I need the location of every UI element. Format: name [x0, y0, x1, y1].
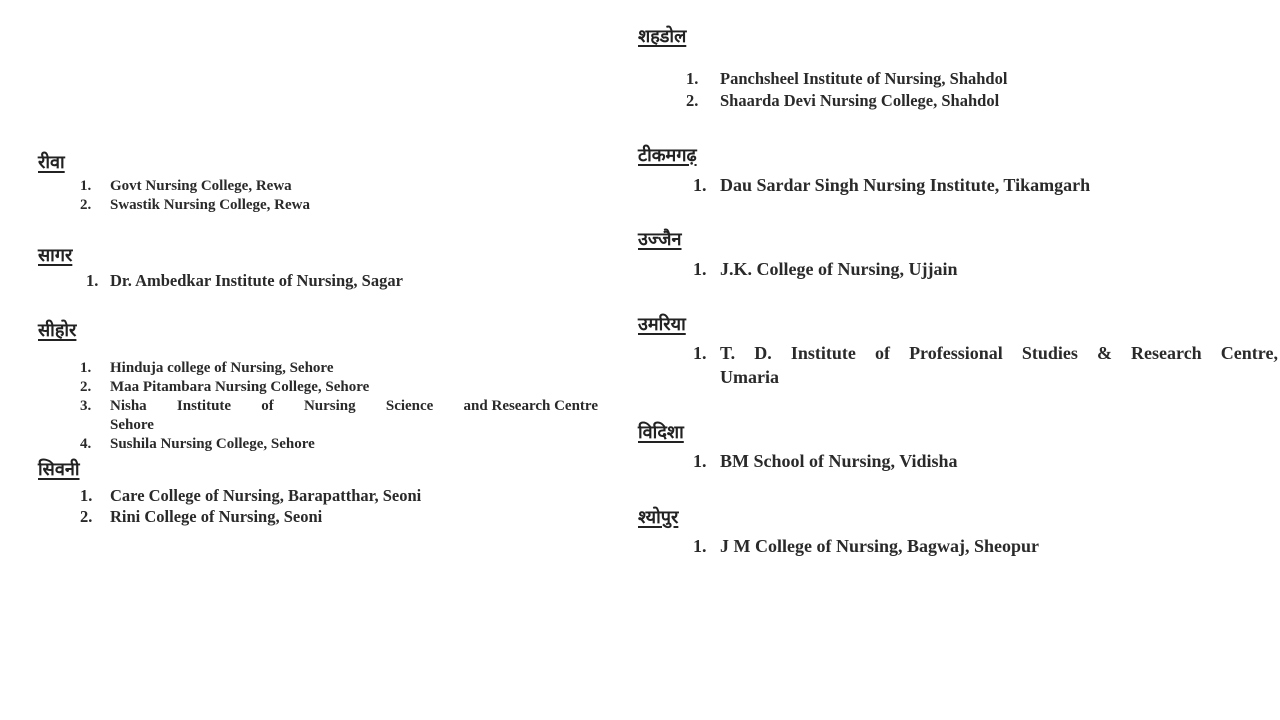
- word: Professional: [909, 343, 1003, 363]
- list-item-justified-line: [720, 343, 1278, 364]
- list-item: J.K. College of Nursing, Ujjain: [720, 259, 958, 279]
- list-number: 1.: [693, 536, 707, 556]
- district-heading-seoni: सिवनी: [38, 459, 80, 480]
- list-number: 2.: [80, 379, 92, 395]
- list-number: 2.: [80, 507, 93, 526]
- word: Centre,: [1220, 343, 1278, 363]
- list-number: 1.: [693, 175, 707, 195]
- list-item: Shaarda Devi Nursing College, Shahdol: [720, 91, 1000, 110]
- word: Nisha: [110, 398, 147, 414]
- list-item: Maa Pitambara Nursing College, Sehore: [110, 379, 370, 395]
- list-item: Rini College of Nursing, Seoni: [110, 507, 323, 526]
- list-item: Swastik Nursing College, Rewa: [110, 197, 311, 213]
- word: Institute: [790, 343, 856, 363]
- district-heading-sheopur: श्योपुर: [638, 507, 679, 528]
- word: Research: [1131, 343, 1202, 363]
- district-heading-ujjain: उज्जैन: [638, 229, 682, 250]
- list-item: J M College of Nursing, Bagwaj, Sheopur: [720, 536, 1039, 556]
- list-item: Dau Sardar Singh Nursing Institute, Tikamgarh: [720, 175, 1091, 195]
- word: Nursing: [303, 398, 356, 414]
- list-number: 1.: [686, 69, 699, 88]
- district-heading-vidisha: विदिशा: [638, 422, 684, 443]
- word: and Research Centre: [463, 398, 598, 414]
- district-heading-tikamgarh: टीकमगढ़: [638, 145, 697, 166]
- word: Institute: [176, 398, 232, 414]
- word: of: [874, 343, 890, 363]
- list-number: 3.: [80, 398, 92, 414]
- district-heading-umaria: उमरिया: [638, 314, 686, 335]
- list-number: 1.: [80, 486, 93, 505]
- list-item: Hinduja college of Nursing, Sehore: [110, 360, 334, 376]
- list-number: 1.: [693, 343, 707, 363]
- word: Studies: [1021, 343, 1078, 363]
- list-item-justified-line: [110, 398, 598, 415]
- list-number: 1.: [693, 259, 707, 279]
- list-number: 2.: [686, 91, 699, 110]
- word: Science: [385, 398, 434, 414]
- list-item: Govt Nursing College, Rewa: [110, 178, 292, 194]
- list-number: 1.: [80, 360, 92, 376]
- district-heading-sehore: सीहोर: [38, 320, 77, 341]
- list-item: BM School of Nursing, Vidisha: [720, 451, 958, 471]
- word: D.: [754, 343, 772, 363]
- list-item: Dr. Ambedkar Institute of Nursing, Sagar: [110, 271, 403, 290]
- list-item-continuation: Sehore: [110, 417, 154, 433]
- district-heading-rewa: रीवा: [38, 152, 65, 173]
- word: T.: [720, 343, 736, 363]
- list-item: Sushila Nursing College, Sehore: [110, 436, 315, 452]
- district-heading-sagar: सागर: [38, 245, 73, 266]
- word: of: [261, 398, 274, 414]
- list-item: Care College of Nursing, Barapatthar, Seoni: [110, 486, 422, 505]
- list-number: 2.: [80, 197, 92, 213]
- list-item: Panchsheel Institute of Nursing, Shahdol: [720, 69, 1008, 88]
- district-heading-shahdol: शहडोल: [638, 26, 687, 47]
- list-number: 4.: [80, 436, 92, 452]
- list-number: 1.: [86, 271, 99, 290]
- list-number: 1.: [693, 451, 707, 471]
- word: &: [1096, 343, 1112, 363]
- list-number: 1.: [80, 178, 92, 194]
- list-item-continuation: Umaria: [720, 367, 779, 387]
